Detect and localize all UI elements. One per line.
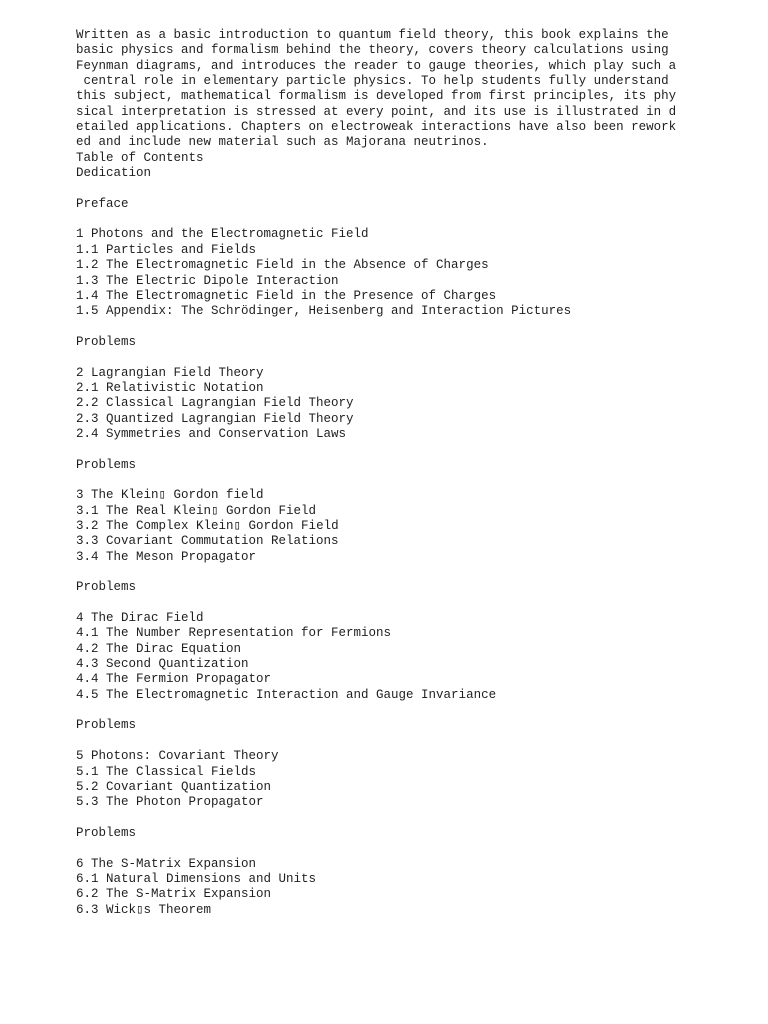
toc-entry: Preface [76, 196, 129, 211]
toc-entry [76, 320, 716, 335]
toc-entry: 2.4 Symmetries and Conservation Laws [76, 426, 347, 441]
toc-entry [76, 811, 716, 826]
toc-entry: 5.2 Covariant Quantization [76, 779, 272, 794]
toc-entry: 1.1 Particles and Fields [76, 242, 257, 257]
toc-entry: 2.2 Classical Lagrangian Field Theory [76, 396, 354, 411]
toc-entry: 2.1 Relativistic Notation [76, 380, 264, 395]
toc-entry: Table of Contents [76, 150, 204, 165]
description-line: this subject, mathematical formalism is developed from first principles, its phy [76, 89, 677, 104]
toc-entry [76, 596, 716, 611]
toc-entry: 3.3 Covariant Commutation Relations [76, 534, 339, 549]
toc-entry: 2.3 Quantized Lagrangian Field Theory [76, 411, 354, 426]
book-description [76, 28, 716, 151]
toc-entry: 3.2 The Complex Klein▯ Gordon Field [76, 519, 339, 533]
toc-entry: 3.1 The Real Klein▯ Gordon Field [76, 503, 317, 518]
document-page [76, 28, 716, 918]
toc-entry [76, 841, 716, 856]
toc-entry: 4 The Dirac Field [76, 611, 204, 626]
toc-entry: 5 Photons: Covariant Theory [76, 749, 279, 764]
toc-entry: Problems [76, 334, 137, 349]
toc-entry: 3 The Klein▯ Gordon field [76, 488, 264, 503]
toc-entry [76, 565, 716, 580]
toc-entry: 6.3 Wick▯s Theorem [76, 902, 212, 917]
table-of-contents [76, 151, 716, 918]
description-line: sical interpretation is stressed at every point, and its use is illustrated in d [76, 104, 677, 119]
toc-entry: 2 Lagrangian Field Theory [76, 365, 264, 380]
description-line: etailed applications. Chapters on electroweak interactions have also been rework [76, 120, 677, 135]
description-line: ed and include new material such as Majorana neutrinos. [76, 135, 489, 150]
toc-entry: 1.2 The Electromagnetic Field in the Absence of Charges [76, 258, 489, 273]
description-line: basic physics and formalism behind the theory, covers theory calculations using [76, 43, 669, 58]
toc-entry: 6 The S-Matrix Expansion [76, 856, 257, 871]
toc-entry: 4.5 The Electromagnetic Interaction and Gauge Invariance [76, 687, 497, 702]
description-line: Written as a basic introduction to quantum field theory, this book explains the [76, 28, 669, 42]
toc-entry: 1.3 The Electric Dipole Interaction [76, 273, 339, 288]
toc-entry: Dedication [76, 166, 152, 181]
toc-entry: 1 Photons and the Electromagnetic Field [76, 227, 369, 242]
toc-entry: 1.5 Appendix: The Schrödinger, Heisenberg and Interaction Pictures [76, 304, 572, 319]
toc-entry [76, 350, 716, 365]
toc-entry [76, 734, 716, 749]
toc-entry: 6.2 The S-Matrix Expansion [76, 887, 272, 902]
toc-entry: 4.1 The Number Representation for Fermions [76, 626, 392, 641]
toc-entry [76, 442, 716, 457]
toc-entry [76, 473, 716, 488]
toc-entry [76, 212, 716, 227]
toc-entry: Problems [76, 457, 137, 472]
toc-entry: Problems [76, 718, 137, 733]
toc-entry: Problems [76, 580, 137, 595]
toc-entry: 5.3 The Photon Propagator [76, 795, 264, 810]
toc-entry: 4.2 The Dirac Equation [76, 641, 242, 656]
toc-entry: 3.4 The Meson Propagator [76, 549, 257, 564]
toc-entry [76, 181, 716, 196]
toc-entry: 4.3 Second Quantization [76, 657, 249, 672]
toc-entry: 4.4 The Fermion Propagator [76, 672, 272, 687]
description-line: central role in elementary particle physics. To help students fully understand [76, 74, 669, 89]
toc-entry: Problems [76, 825, 137, 840]
description-line: Feynman diagrams, and introduces the reader to gauge theories, which play such a [76, 58, 677, 73]
toc-entry [76, 703, 716, 718]
toc-entry: 5.1 The Classical Fields [76, 764, 257, 779]
toc-entry: 1.4 The Electromagnetic Field in the Presence of Charges [76, 288, 497, 303]
toc-entry: 6.1 Natural Dimensions and Units [76, 871, 317, 886]
